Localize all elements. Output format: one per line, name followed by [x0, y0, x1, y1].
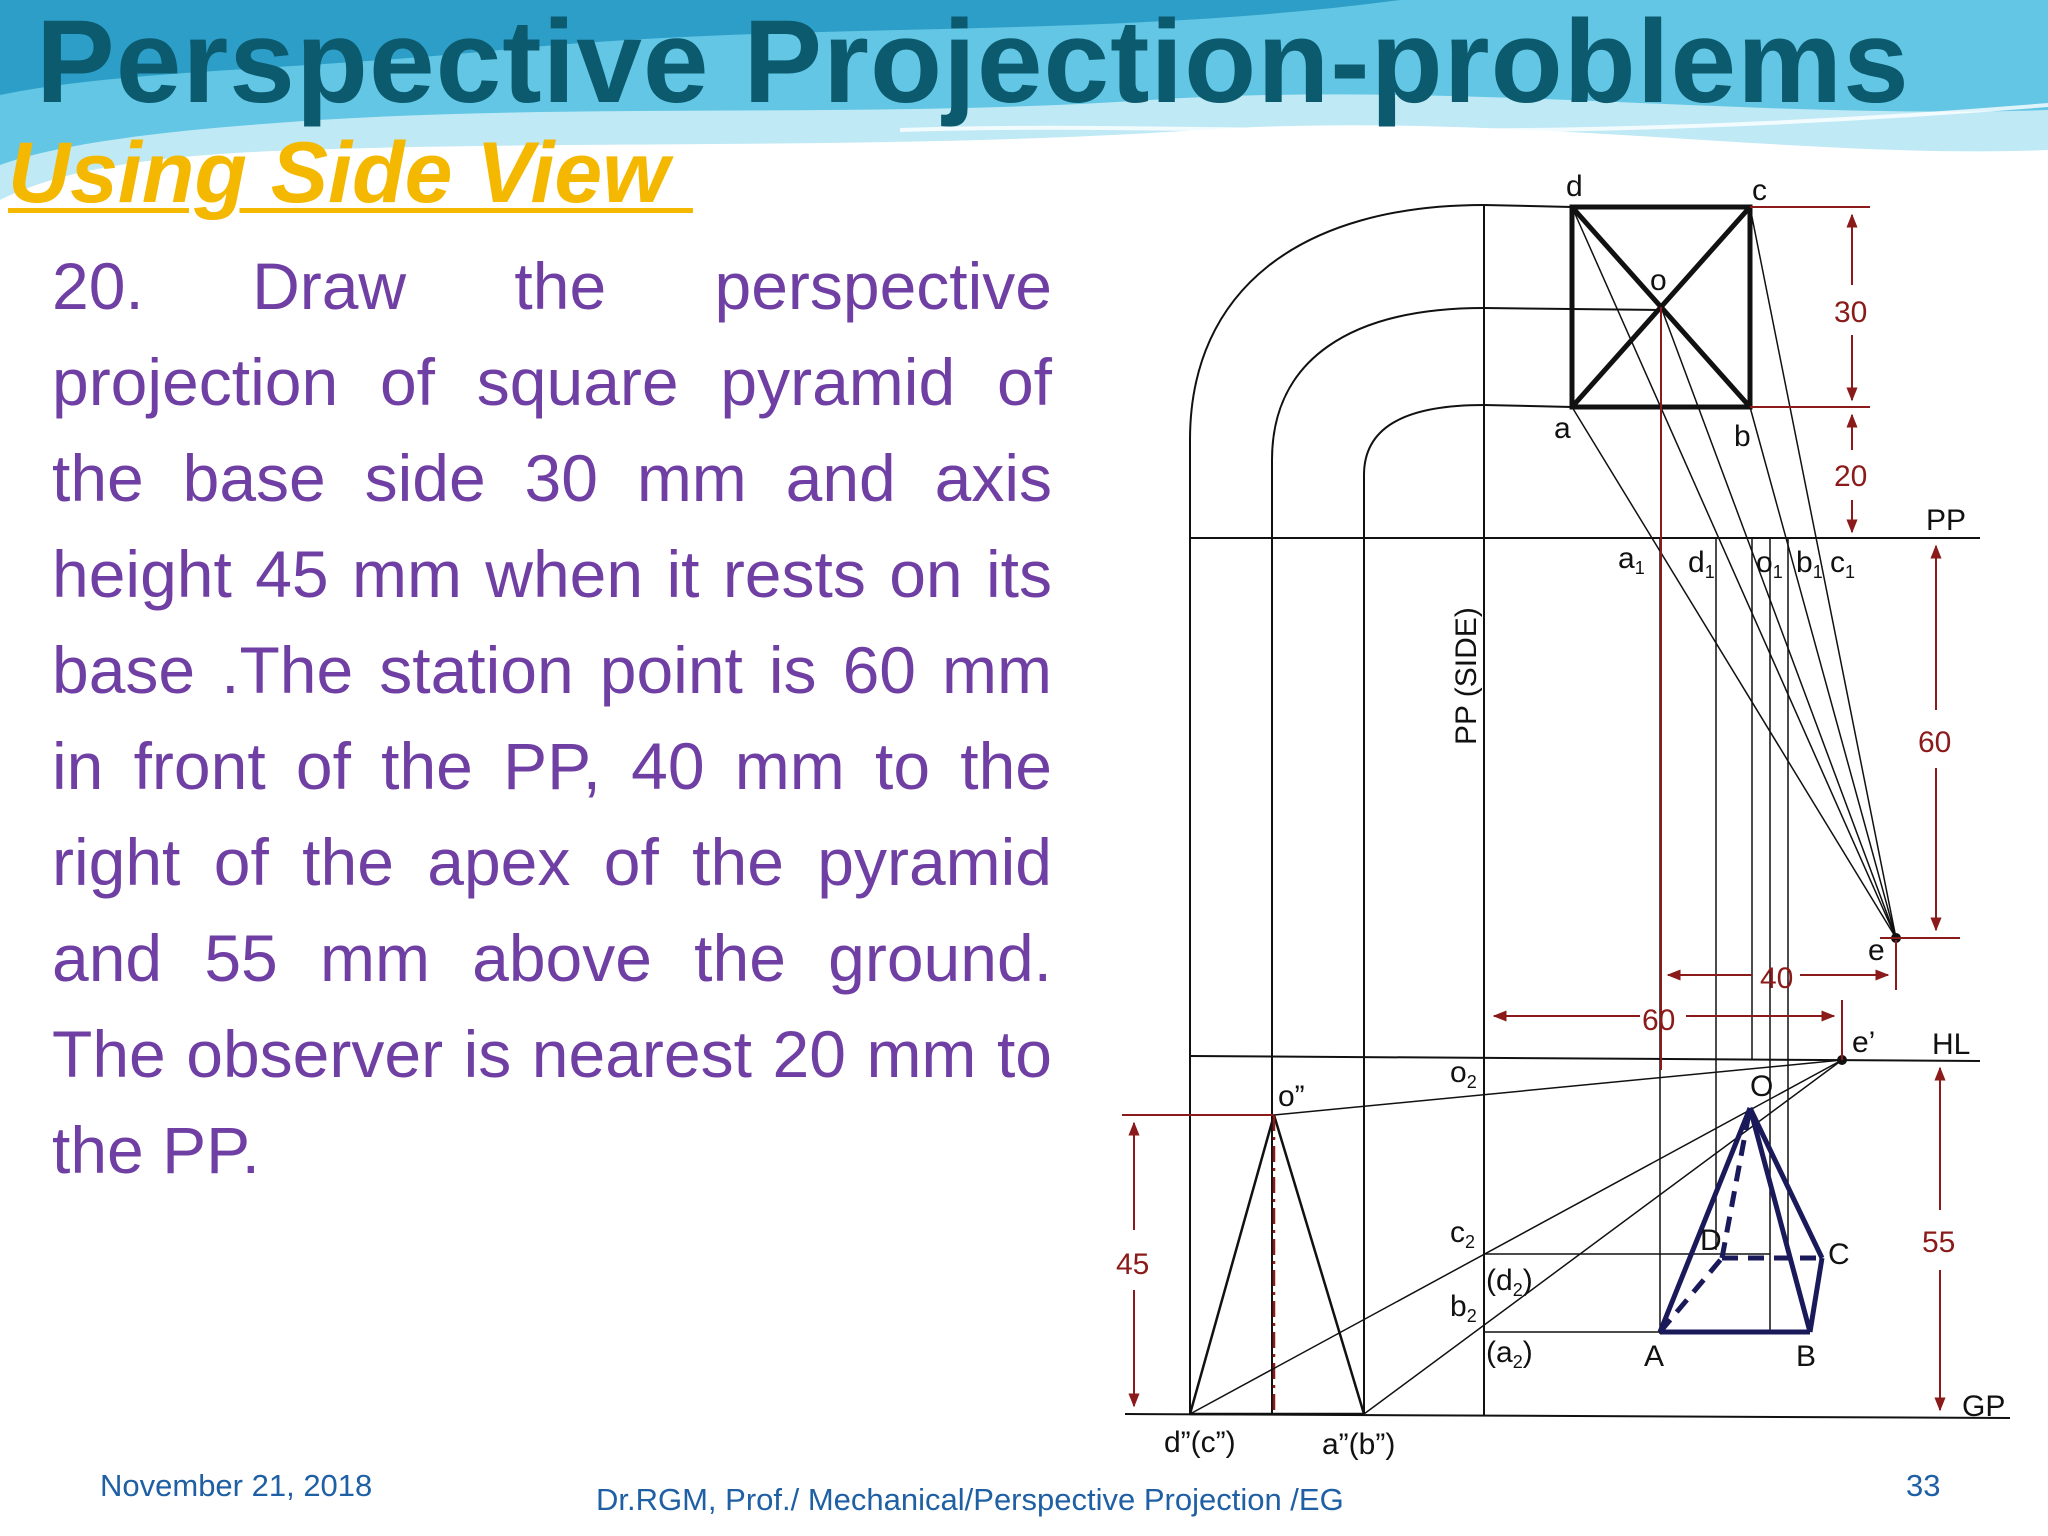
dim-60-vertical: 60 [1918, 726, 1952, 759]
label-pp-side: PP (SIDE) [1450, 607, 1483, 745]
label-B: B [1796, 1340, 1817, 1373]
transfer-arc-a [1364, 405, 1484, 475]
transfer-arc-o [1272, 308, 1484, 460]
label-C: C [1828, 1238, 1850, 1271]
label-A: A [1644, 1340, 1665, 1373]
label-dc: d”(c”) [1164, 1426, 1236, 1459]
label-e: e [1868, 934, 1885, 967]
perspective-pyramid [1660, 1108, 1822, 1332]
label-hl: HL [1932, 1028, 1971, 1061]
dim-40: 40 [1760, 962, 1794, 995]
label-d2: $(d_2)$ [1486, 1264, 1533, 1300]
label-c2: $c_2$ [1450, 1216, 1476, 1252]
label-o: o [1650, 264, 1667, 297]
page-number: 33 [1906, 1468, 1941, 1503]
label-c1: $c_1$ [1830, 546, 1856, 582]
label-o1: $o_1$ [1756, 546, 1783, 582]
label-b2: $b_2$ [1450, 1290, 1477, 1326]
label-d: d [1566, 170, 1583, 203]
footer-date: November 21, 2018 [100, 1468, 373, 1503]
label-d1: $d_1$ [1688, 546, 1715, 582]
dim-45: 45 [1116, 1248, 1150, 1281]
label-a: a [1554, 412, 1571, 445]
reference-lines [1125, 205, 2010, 1418]
slide-subtitle: Using Side View [8, 125, 693, 221]
label-O: O [1750, 1070, 1774, 1103]
label-o2: $o_2$ [1450, 1056, 1477, 1092]
dimension-lines [1122, 207, 1960, 1410]
side-view-pyramid [1190, 1115, 1364, 1414]
label-ab: a”(b”) [1322, 1428, 1396, 1460]
label-b: b [1734, 420, 1751, 453]
dim-30: 30 [1834, 296, 1868, 329]
transfer-arc-d [1190, 205, 1484, 440]
label-c: c [1752, 174, 1767, 207]
label-a2: $(a_2)$ [1486, 1336, 1533, 1372]
label-e-prime: e’ [1852, 1026, 1876, 1059]
projector-top-d [1484, 205, 1572, 207]
perspective-drawing [1100, 160, 2048, 1460]
label-b1: $b_1$ [1796, 546, 1823, 582]
label-o-double: o” [1278, 1080, 1305, 1113]
label-a1: $a_1$ [1618, 542, 1645, 578]
footer-credit: Dr.RGM, Prof./ Mechanical/Perspective Projection /EG [596, 1482, 1344, 1517]
dim-55: 55 [1922, 1226, 1956, 1259]
problem-statement: 20. Draw the perspective projection of square pyramid of the base side 30 mm and axis height 45 mm when it rests on its base .The station point is 60 mm in front of the PP, 40 mm to the right of the apex of the pyramid and 55 mm above the ground. The observer is nearest 20 mm to the PP. [52, 249, 1052, 1187]
slide-title: Perspective Projection-problems [36, 0, 1910, 128]
dim-20: 20 [1834, 460, 1868, 493]
dim-60-horizontal: 60 [1642, 1004, 1676, 1037]
label-D: D [1700, 1224, 1722, 1257]
projector-top-a [1484, 405, 1572, 407]
label-gp: GP [1962, 1390, 2006, 1423]
label-pp: PP [1926, 504, 1967, 537]
